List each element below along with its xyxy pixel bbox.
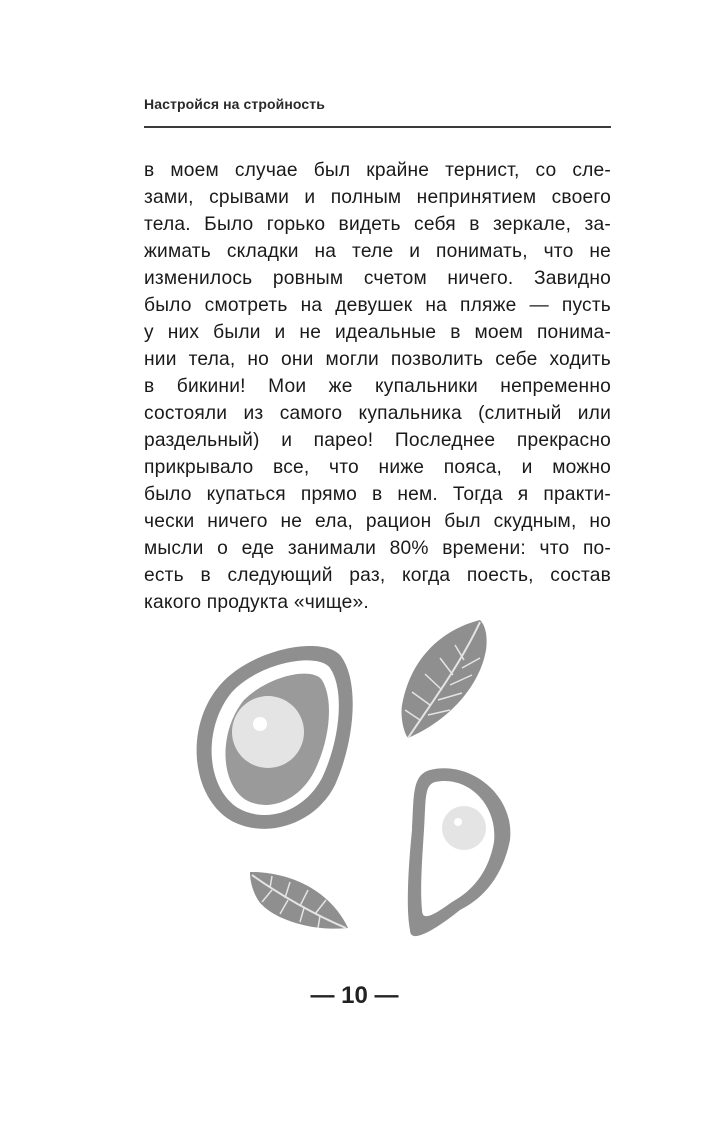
text-line: было купаться прямо в нем. Тогда я практи- xyxy=(144,484,611,505)
body-text xyxy=(144,157,611,616)
text-line: раздельный) и парео! Последнее прекрасно xyxy=(144,430,611,451)
avocado-illustration xyxy=(180,610,540,960)
leaf-lower xyxy=(250,872,348,929)
header-rule xyxy=(144,126,611,128)
avocado-pit-small xyxy=(442,806,486,850)
text-line: жимать складки на теле и понимать, что не xyxy=(144,241,611,262)
running-title: Настройся на стройность xyxy=(144,96,325,112)
text-line: в моем случае был крайне тернист, со сле- xyxy=(144,160,611,181)
text-line: прикрывало все, что ниже пояса, и можно xyxy=(144,457,611,478)
text-line: есть в следующий раз, когда поесть, состав xyxy=(144,565,611,586)
text-line: тела. Было горько видеть себя в зеркале, за- xyxy=(144,214,611,235)
text-line: у них были и не идеальные в моем понима- xyxy=(144,322,611,343)
text-line: зами, срывами и полным непринятием своего xyxy=(144,187,611,208)
text-line: мысли о еде занимали 80% времени: что по- xyxy=(144,538,611,559)
text-line: изменилось ровным счетом ничего. Завидно xyxy=(144,268,611,289)
text-line: состояли из самого купальника (слитный или xyxy=(144,403,611,424)
text-line: было смотреть на девушек на пляже — пусть xyxy=(144,295,611,316)
text-line: в бикини! Мои же купальники непременно xyxy=(144,376,611,397)
leaf-upper xyxy=(402,620,487,738)
avocado-pit xyxy=(232,696,304,768)
page-number: — 10 — xyxy=(310,982,399,1009)
text-line: какого продукта «чище». xyxy=(144,592,369,613)
avocado-half-large xyxy=(197,646,353,829)
text-line: чески ничего не ела, рацион был скудным, но xyxy=(144,511,611,532)
text-line: нии тела, но они могли позволить себе ходить xyxy=(144,349,611,370)
avocado-half-small xyxy=(408,768,511,936)
